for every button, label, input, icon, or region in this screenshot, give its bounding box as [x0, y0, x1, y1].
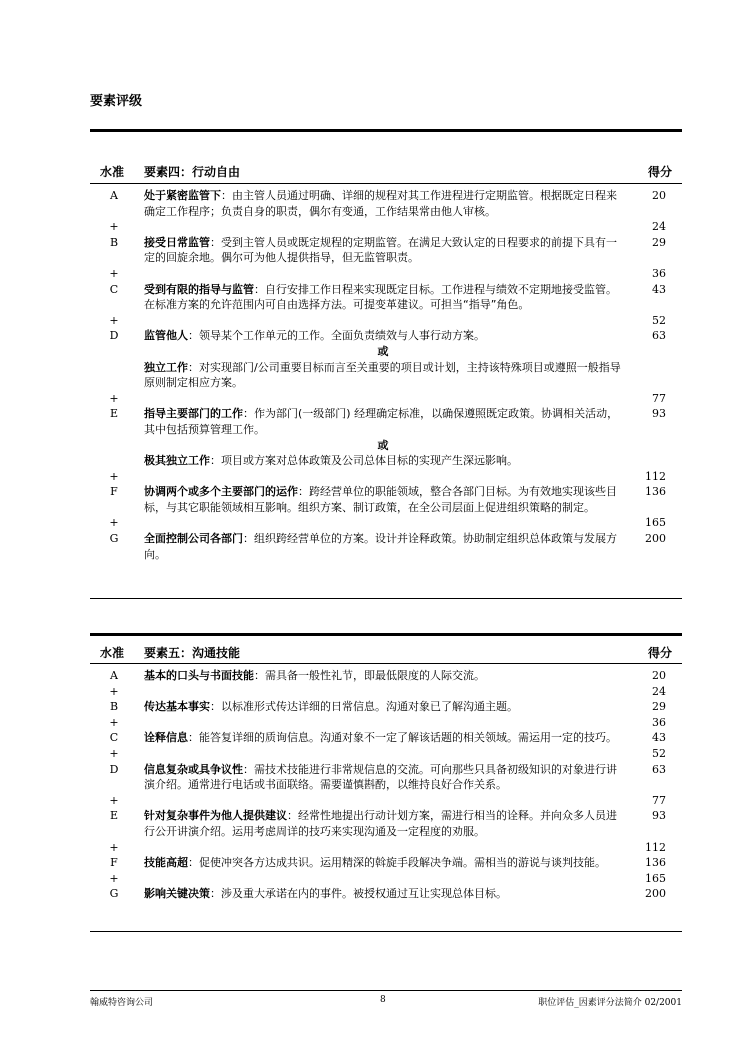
level-description [144, 328, 622, 344]
or-label: 或 [377, 438, 389, 452]
level-description [144, 886, 622, 902]
intermediate-row [90, 715, 682, 731]
level-text: ：涉及重大承诺在内的事件。被授权通过互让实现总体目标。 [210, 887, 507, 901]
score-value: 77 [652, 793, 666, 807]
level-label: F [110, 485, 118, 499]
level-heading: 接受日常监管 [144, 235, 210, 249]
level-label: + [109, 840, 119, 854]
level-label: C [109, 282, 119, 296]
level-row [90, 668, 682, 684]
section5-score-header: 得分 [647, 646, 672, 660]
level-row [90, 886, 682, 902]
footer-doc-title: 职位评估_因素评分法简介 02/2001 [538, 998, 682, 1008]
level-description [144, 730, 622, 746]
level-description [144, 282, 622, 313]
level-description [144, 715, 622, 731]
section4-score-header: 得分 [647, 165, 672, 179]
level-heading: 监管他人 [144, 329, 188, 343]
level-row [90, 328, 682, 344]
level-text: ：以标准形式传达详细的日常信息。沟通对象已了解沟通主题。 [210, 700, 518, 714]
score-value: 63 [652, 329, 666, 343]
level-heading: 独立工作 [144, 360, 188, 374]
level-heading: 针对复杂事件为他人提供建议 [144, 809, 287, 823]
section5-level-header: 水准 [100, 646, 125, 660]
level-label: + [109, 715, 119, 729]
intermediate-row [90, 391, 682, 407]
score-value: 24 [652, 684, 666, 698]
or-separator [90, 438, 682, 454]
level-row [90, 235, 682, 266]
level-description [144, 391, 622, 407]
level-text: ：受到主管人员或既定规程的定期监管。在满足大致认定的日程要求的前提下具有一定的回旋余地。偶尔可为他人提供指导，但无监管职责。 [144, 235, 617, 265]
level-row [90, 855, 682, 871]
level-label: G [109, 532, 119, 546]
level-text: ：对实现部门/公司重要目标而言至关重要的项目或计划，主持该特殊项目或遵照一般指导原则制定相应方案。 [144, 360, 621, 390]
level-text: ：自行安排工作日程来实现既定目标。工作进程与绩效不定期地接受监管。在标准方案的允许范围内可自由选择方法。可提变革建议。可担当“指导”角色。 [144, 282, 617, 312]
intermediate-row [90, 266, 682, 282]
level-row [90, 360, 682, 391]
level-label: + [109, 266, 119, 280]
or-label: 或 [377, 344, 389, 358]
level-text: ：领导某个工作单元的工作。全面负责绩效与人事行动方案。 [188, 329, 485, 343]
level-description [144, 762, 622, 793]
section5-table [90, 668, 682, 902]
intermediate-row [90, 840, 682, 856]
section5-header [90, 640, 682, 662]
level-row [90, 531, 682, 562]
score-value: 20 [652, 669, 666, 682]
level-row [90, 699, 682, 715]
section4-table [90, 188, 682, 562]
level-label: A [110, 669, 118, 682]
page-title: 要素评级 [90, 94, 143, 109]
or-separator [90, 344, 682, 360]
score-value: 136 [645, 856, 666, 870]
level-label: + [109, 313, 119, 327]
level-label: + [109, 684, 119, 698]
score-value: 36 [652, 266, 666, 280]
level-text: ：由主管人员通过明确、详细的规程对其工作进程进行定期监管。根据既定日程来确定工作程序；负责自身的职责，偶尔有变通，工作结果常由他人审核。 [144, 189, 617, 218]
level-heading: 协调两个或多个主要部门的运作 [144, 485, 298, 499]
footer-page-number: 8 [380, 995, 386, 1005]
intermediate-row [90, 219, 682, 235]
level-heading: 指导主要部门的工作 [144, 407, 243, 421]
level-heading: 传达基本事实 [144, 700, 210, 714]
level-label: + [109, 516, 119, 530]
section4-title: 要素四：行动自由 [144, 165, 241, 179]
intermediate-row [90, 871, 682, 887]
level-label: E [109, 407, 119, 421]
level-label: + [109, 469, 119, 483]
level-label: + [109, 793, 119, 807]
title-rule [90, 129, 682, 132]
level-description [144, 793, 622, 809]
score-value: 29 [652, 700, 666, 714]
level-description [144, 219, 622, 235]
level-text: ：作为部门(一级部门) 经理确定标准，以确保遵照既定政策。协调相关活动，其中包括预算管理工作。 [144, 407, 619, 436]
intermediate-row [90, 515, 682, 531]
score-value: 136 [645, 485, 666, 499]
level-label: B [109, 235, 119, 249]
level-row [90, 453, 682, 469]
level-description [144, 808, 622, 839]
level-description [144, 855, 622, 871]
intermediate-row [90, 684, 682, 700]
level-text: ：促使冲突各方达成共识。运用精深的斡旋手段解决争端。需相当的游说与谈判技能。 [188, 856, 606, 870]
level-description [144, 684, 622, 700]
level-heading: 全面控制公司各部门 [144, 532, 243, 546]
section4-header [90, 159, 682, 181]
level-description [144, 515, 622, 531]
score-value: 43 [652, 282, 666, 296]
section5-top-rule [90, 633, 682, 636]
intermediate-row [90, 313, 682, 329]
level-description [144, 484, 622, 515]
level-label: + [109, 220, 119, 234]
level-text: ：需具备一般性礼节，即最低限度的人际交流。 [254, 669, 485, 682]
level-text: ：需技术技能进行非常规信息的交流。可向那些只具备初级知识的对象进行讲演介绍。通常进行电话或书面联络。需要谨慎斟酌，以维持良好合作关系。 [144, 762, 617, 792]
section4-level-header: 水准 [100, 165, 125, 179]
score-value: 165 [645, 516, 666, 530]
score-value: 112 [645, 469, 666, 483]
level-description [144, 699, 622, 715]
level-row [90, 808, 682, 839]
section4-header-rule [90, 183, 682, 184]
level-label: F [110, 856, 118, 870]
level-description [144, 871, 622, 887]
level-row [90, 484, 682, 515]
score-value: 93 [652, 407, 666, 421]
level-description [144, 266, 622, 282]
section5-title: 要素五：沟通技能 [144, 646, 241, 660]
intermediate-row [90, 469, 682, 485]
section5-bottom-rule [90, 931, 682, 932]
score-value: 112 [645, 840, 666, 854]
score-value: 20 [652, 189, 666, 202]
level-text: ：跨经营单位的职能领域，整合各部门目标。为有效地实现该些目标，与其它职能领域相互影响。组织方案、制订政策，在全公司层面上促进组织策略的制定。 [144, 485, 617, 514]
level-description [144, 746, 622, 762]
level-label: E [109, 809, 119, 823]
level-heading: 受到有限的指导与监管 [144, 282, 254, 296]
level-description [144, 453, 622, 469]
level-row [90, 282, 682, 313]
level-description [144, 235, 622, 266]
score-value: 200 [645, 887, 666, 901]
level-description [144, 406, 622, 437]
level-heading: 影响关键决策 [144, 887, 210, 901]
level-text: ：项目或方案对总体政策及公司总体目标的实现产生深远影响。 [210, 454, 518, 468]
score-value: 63 [652, 762, 666, 776]
level-heading: 诠释信息 [144, 731, 188, 745]
level-label: D [109, 329, 119, 343]
score-value: 165 [645, 871, 666, 885]
level-heading: 处于紧密监管下 [144, 189, 221, 202]
level-description [144, 188, 622, 219]
score-value: 200 [645, 532, 666, 546]
level-heading: 极其独立工作 [144, 454, 210, 468]
level-text: ：组织跨经营单位的方案。设计并诠释政策。协助制定组织总体政策与发展方向。 [144, 532, 617, 561]
score-value: 52 [652, 746, 666, 760]
level-label: G [109, 887, 119, 901]
footer-company: 翰威特咨询公司 [90, 998, 154, 1008]
level-label: D [109, 762, 119, 776]
level-text: ：经常性地提出行动计划方案，需进行相当的诠释。并向众多人员进行公开讲演介绍。运用考虑周详的技巧来实现沟通及一定程度的劝服。 [144, 809, 617, 838]
level-heading: 信息复杂或具争议性 [144, 762, 243, 776]
level-label: + [109, 391, 119, 405]
level-heading: 基本的口头与书面技能 [144, 669, 254, 682]
level-description [144, 360, 622, 391]
level-description [144, 313, 622, 329]
level-row [90, 762, 682, 793]
intermediate-row [90, 746, 682, 762]
score-value: 77 [652, 391, 666, 405]
section4-bottom-rule [90, 598, 682, 599]
level-description [144, 668, 622, 684]
section5-header-rule [90, 663, 682, 664]
intermediate-row [90, 793, 682, 809]
score-value: 93 [652, 809, 666, 823]
level-label: C [109, 731, 119, 745]
level-label: + [109, 746, 119, 760]
footer-rule [90, 990, 682, 991]
score-value: 24 [652, 220, 666, 234]
level-heading: 技能高超 [144, 856, 188, 870]
score-value: 43 [652, 731, 666, 745]
score-value: 52 [652, 313, 666, 327]
level-label: B [109, 700, 119, 714]
level-row [90, 730, 682, 746]
level-row [90, 188, 682, 219]
score-value: 29 [652, 235, 666, 249]
level-description [144, 840, 622, 856]
level-label: A [110, 189, 118, 202]
level-text: ：能答复详细的质询信息。沟通对象不一定了解该话题的相关领域。需运用一定的技巧。 [188, 731, 617, 745]
score-value: 36 [652, 715, 666, 729]
level-row [90, 406, 682, 437]
level-label: + [109, 871, 119, 885]
level-description [144, 469, 622, 485]
level-description [144, 531, 622, 562]
